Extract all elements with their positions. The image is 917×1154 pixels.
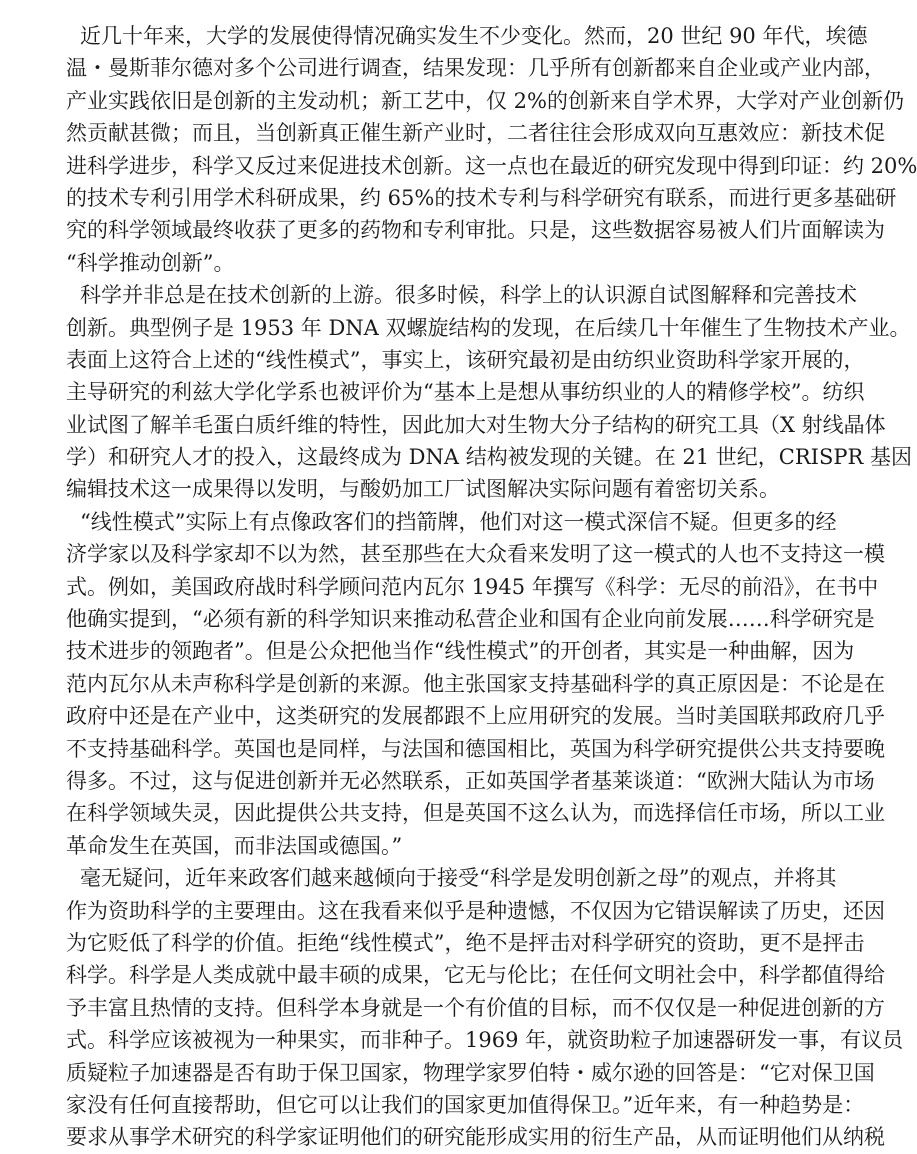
- text-line: 业试图了解羊毛蛋白质纤维的特性，因此加大对生物大分子结构的研究工具（X 射线晶体: [66, 412, 886, 437]
- text-line: “线性模式”实际上有点像政客们的挡箭牌，他们对这一模式深信不疑。但更多的经: [80, 509, 837, 534]
- text-line: 产业实践依旧是创新的主发动机；新工艺中，仅 2%的创新来自学术界，大学对产业创新仍: [66, 88, 904, 113]
- text-line: “科学推动创新”。: [66, 250, 235, 275]
- text-line: 科学并非总是在技术创新的上游。很多时候，科学上的认识源自试图解释和完善技术: [80, 283, 857, 308]
- text-line: 创新。典型例子是 1953 年 DNA 双螺旋结构的发现，在后续几十年催生了生物技术产业。: [66, 315, 911, 340]
- text-line: 济学家以及科学家却不以为然，甚至那些在大众看来发明了这一模式的人也不支持这一模: [66, 542, 885, 567]
- text-line: 予丰富且热情的支持。但科学本身就是一个有价值的目标，而不仅仅是一种促进创新的方: [66, 995, 885, 1020]
- text-line: 式。科学应该被视为一种果实，而非种子。1969 年，就资助粒子加速器研发一事，有议员: [66, 1028, 904, 1053]
- text-line: 为它贬低了科学的价值。拒绝“线性模式”，绝不是抨击对科学研究的资助，更不是抨击: [66, 930, 865, 955]
- text-line: 编辑技术这一成果得以发明，与酸奶加工厂试图解决实际问题有着密切关系。: [66, 477, 780, 502]
- text-line: 究的科学领域最终收获了更多的药物和专利审批。只是，这些数据容易被人们片面解读为: [66, 218, 885, 243]
- text-line: 得多。不过，这与促进创新并无必然联系，正如英国学者基莱谈道：“欧洲大陆认为市场: [66, 768, 875, 793]
- text-line: 不支持基础科学。英国也是同样，与法国和德国相比，英国为科学研究提供公共支持要晚: [66, 736, 885, 761]
- text-line: 家没有任何直接帮助，但它可以让我们的国家更加值得保卫。”近年来，有一种趋势是：: [66, 1092, 865, 1117]
- text-line: 进科学进步，科学又反过来促进技术创新。这一点也在最近的研究发现中得到印证：约 20%: [66, 153, 917, 178]
- text-line: 然贡献甚微；而且，当创新真正催生新产业时，二者往往会形成双向互惠效应：新技术促: [66, 121, 885, 146]
- text-line: 的技术专利引用学术科研成果，约 65%的技术专利与科学研究有联系，而进行更多基础研: [66, 185, 897, 210]
- text-line: 作为资助科学的主要理由。这在我看来似乎是种遗憾，不仅因为它错误解读了历史，还因: [66, 898, 885, 923]
- text-line: 他确实提到，“必须有新的科学知识来推动私营企业和国有企业向前发展……科学研究是: [66, 607, 875, 632]
- text-line: 表面上这符合上述的“线性模式”，事实上，该研究最初是由纺织业资助科学家开展的，: [66, 347, 865, 372]
- text-line: 质疑粒子加速器是否有助于保卫国家，物理学家罗伯特・威尔逊的回答是：“它对保卫国: [66, 1060, 875, 1085]
- text-line: 在科学领域失灵，因此提供公共支持，但是英国不这么认为，而选择信任市场，所以工业: [66, 801, 885, 826]
- text-line: 革命发生在英国，而非法国或德国。”: [66, 833, 403, 858]
- text-line: 要求从事学术研究的科学家证明他们的研究能形成实用的衍生产品，从而证明他们从纳税: [66, 1125, 885, 1150]
- text-line: 技术进步的领跑者”。但是公众把他当作“线性模式”的开创者，其实是一种曲解，因为: [66, 639, 855, 664]
- text-line: 学）和研究人才的投入，这最终成为 DNA 结构被发现的关键。在 21 世纪，CRISPR 基因: [66, 445, 912, 470]
- text-line: 温・曼斯菲尔德对多个公司进行调查，结果发现：几乎所有创新都来自企业或产业内部，: [66, 56, 885, 81]
- document-page: [66, 20, 917, 1154]
- paragraph-4: [66, 862, 904, 1154]
- text-line: 近几十年来，大学的发展使得情况确实发生不少变化。然而，20 世纪 90 年代，埃德: [80, 24, 868, 48]
- text-line: 范内瓦尔从未声称科学是创新的来源。他主张国家支持基础科学的真正原因是：不论是在: [66, 671, 885, 696]
- paragraph-2: [66, 279, 912, 506]
- text-line: 科学。科学是人类成就中最丰硕的成果，它无与伦比；在任何文明社会中，科学都值得给: [66, 963, 885, 988]
- paragraph-3: [66, 506, 885, 862]
- paragraph-1: [66, 20, 917, 279]
- text-line: 主导研究的利兹大学化学系也被评价为“基本上是想从事纺织业的人的精修学校”。纺织: [66, 380, 865, 405]
- text-line: 式。例如，美国政府战时科学顾问范内瓦尔 1945 年撰写《科学：无尽的前沿》，在书中: [66, 574, 879, 599]
- text-line: 政府中还是在产业中，这类研究的发展都跟不上应用研究的发展。当时美国联邦政府几乎: [66, 704, 885, 729]
- text-line: 毫无疑问，近年来政客们越来越倾向于接受“科学是发明创新之母”的观点，并将其: [80, 866, 837, 891]
